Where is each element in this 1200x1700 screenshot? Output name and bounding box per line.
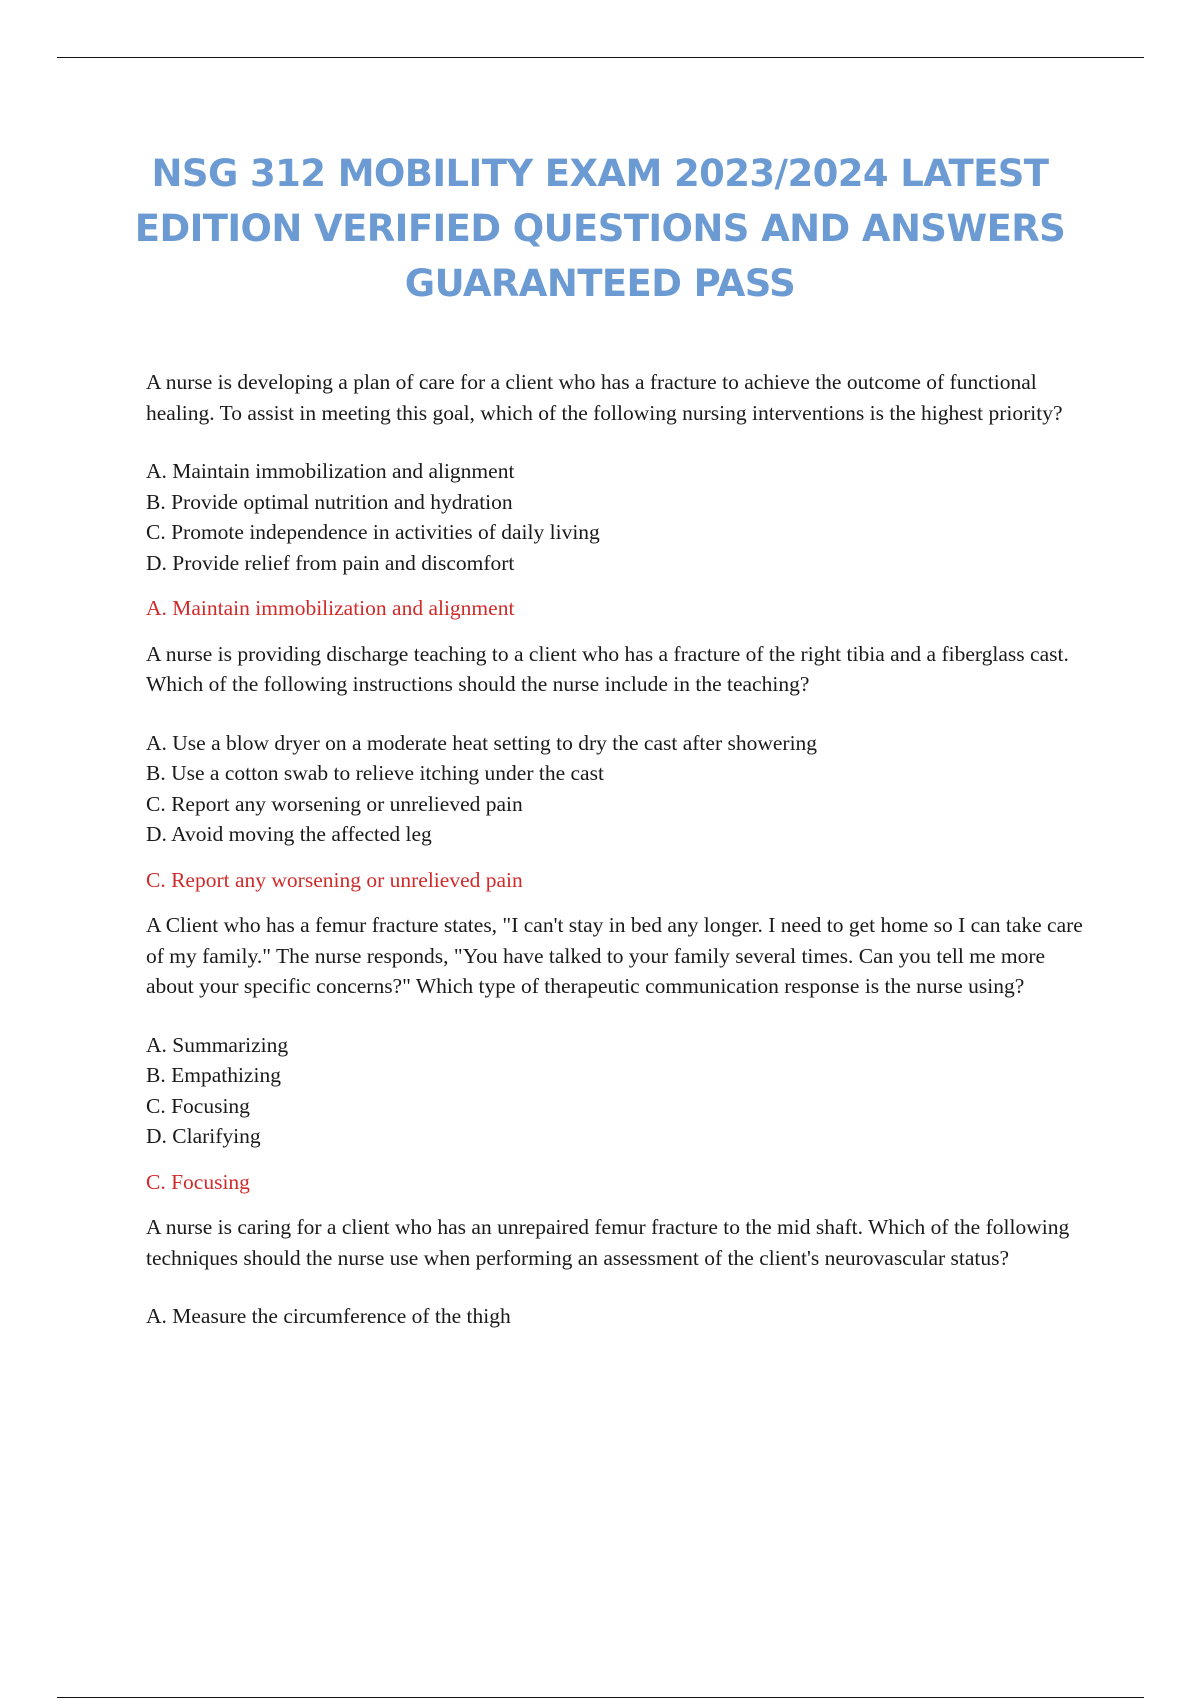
option-item: B. Use a cotton swab to relieve itching under the cast [146,761,604,785]
question-stem: A nurse is providing discharge teaching to a client who has a fracture of the right tibia and a fiberglass cast. Which of the following instructions should the nurse include in the teaching? [146,641,1069,696]
question-list [146,367,1096,1332]
question-2 [146,639,1096,896]
question-stem: A nurse is developing a plan of care for a client who has a fracture to achieve the outcome of functional healing. To assist in meeting this goal, which of the following nursing interventions is the highest priority? [146,370,1063,425]
title-line: NSG 312 MOBILITY EXAM 2023/2024 LATEST [151,152,1049,195]
option-item: A. Measure the circumference of the thigh [146,1304,511,1328]
correct-answer: C. Report any worsening or unrelieved pain [146,867,523,892]
question-3 [146,910,1096,1197]
option-list [146,1301,1096,1332]
option-item: B. Provide optimal nutrition and hydration [146,489,513,514]
option-item: A. Use a blow dryer on a moderate heat setting to dry the cast after showering [146,730,818,755]
document-title [120,146,1080,311]
question-stem: A Client who has a femur fracture states, "I can't stay in bed any longer. I need to get home so I can take care of my family." The nurse responds, "You have talked to your family several times. Can you tell me more about your specific concerns?" Which type of therapeutic communication response is the nurse using? [146,913,1083,998]
option-item: D. Provide relief from pain and discomfort [146,550,515,575]
option-list [146,728,1096,850]
option-item: B. Empathizing [146,1063,281,1087]
top-rule [57,57,1144,58]
correct-answer: A. Maintain immobilization and alignment [146,596,515,620]
title-line: EDITION VERIFIED QUESTIONS AND ANSWERS [134,207,1066,250]
option-item: A. Summarizing [146,1032,289,1057]
bottom-rule [57,1697,1144,1698]
correct-answer: C. Focusing [146,1169,250,1194]
option-item: D. Avoid moving the affected leg [146,822,432,846]
title-line: GUARANTEED PASS [404,262,796,305]
question-1 [146,367,1096,624]
option-item: D. Clarifying [146,1124,261,1148]
option-list [146,456,1096,578]
question-4 [146,1212,1096,1332]
option-item: C. Promote independence in activities of daily living [146,520,600,544]
option-list [146,1030,1096,1152]
option-item: C. Focusing [146,1093,250,1118]
option-item: A. Maintain immobilization and alignment [146,459,515,483]
option-item: C. Report any worsening or unrelieved pain [146,791,523,816]
question-stem: A nurse is caring for a client who has an unrepaired femur fracture to the mid shaft. Which of the following techniques should the nurse use when performing an assessment of the client's neurovascular status? [146,1215,1070,1270]
